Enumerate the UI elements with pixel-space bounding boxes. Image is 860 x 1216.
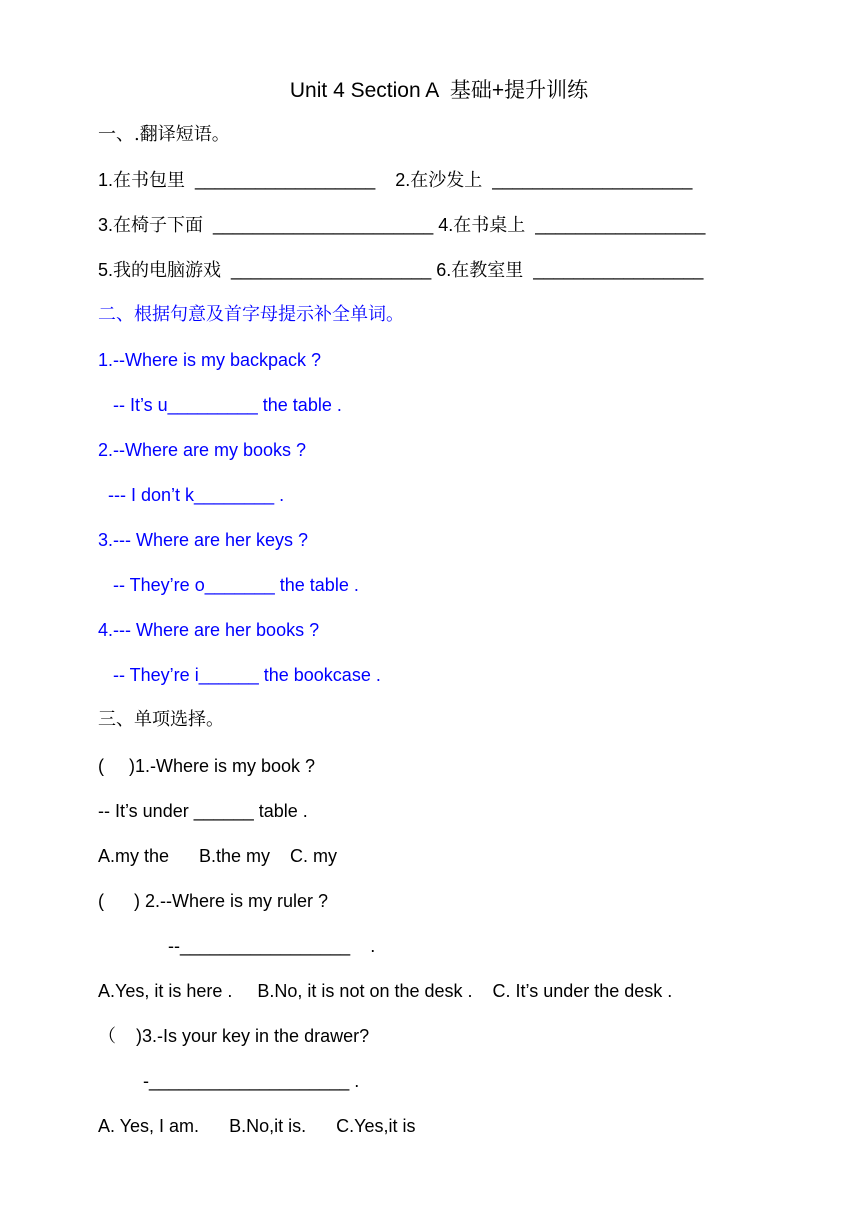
translation-row: 3.在椅子下面 ______________________ 4.在书桌上 _________________: [98, 215, 706, 235]
section2-heading: 二、根据句意及首字母提示补全单词。: [98, 304, 404, 325]
translation-row: 1.在书包里 __________________ 2.在沙发上 ____________________: [98, 170, 693, 190]
fill-answer: -- They’re o_______ the table .: [98, 575, 359, 595]
section1-heading: 一、.翻译短语。: [98, 124, 230, 145]
choice-answer-line: -- It’s under ______ table .: [98, 801, 308, 821]
choice-options: A.Yes, it is here . B.No, it is not on the desk . C. It’s under the desk .: [98, 981, 673, 1001]
choice-question: （ )3.-Is your key in the drawer?: [98, 1026, 370, 1046]
fill-question: 3.--- Where are her keys ?: [98, 530, 309, 550]
section3-heading: 三、单项选择。: [98, 709, 224, 730]
choice-options: A. Yes, I am. B.No,it is. C.Yes,it is: [98, 1116, 416, 1136]
fill-question: 2.--Where are my books ?: [98, 440, 307, 460]
choice-answer-line: --_________________ .: [98, 936, 376, 956]
choice-answer-line: -____________________ .: [98, 1071, 360, 1091]
fill-question: 4.--- Where are her books ?: [98, 620, 320, 640]
fill-question: 1.--Where is my backpack ?: [98, 350, 322, 370]
choice-question: ( )1.-Where is my book ?: [98, 756, 316, 776]
translation-row: 5.我的电脑游戏 ____________________ 6.在教室里 _________________: [98, 260, 704, 280]
choice-options: A.my the B.the my C. my: [98, 846, 338, 866]
fill-answer: --- I don’t k________ .: [98, 485, 285, 505]
choice-question: ( ) 2.--Where is my ruler ?: [98, 891, 329, 911]
page-title: Unit 4 Section A 基础+提升训练: [289, 79, 589, 102]
fill-answer: -- It’s u_________ the table .: [98, 395, 342, 415]
fill-answer: -- They’re i______ the bookcase .: [98, 665, 381, 685]
